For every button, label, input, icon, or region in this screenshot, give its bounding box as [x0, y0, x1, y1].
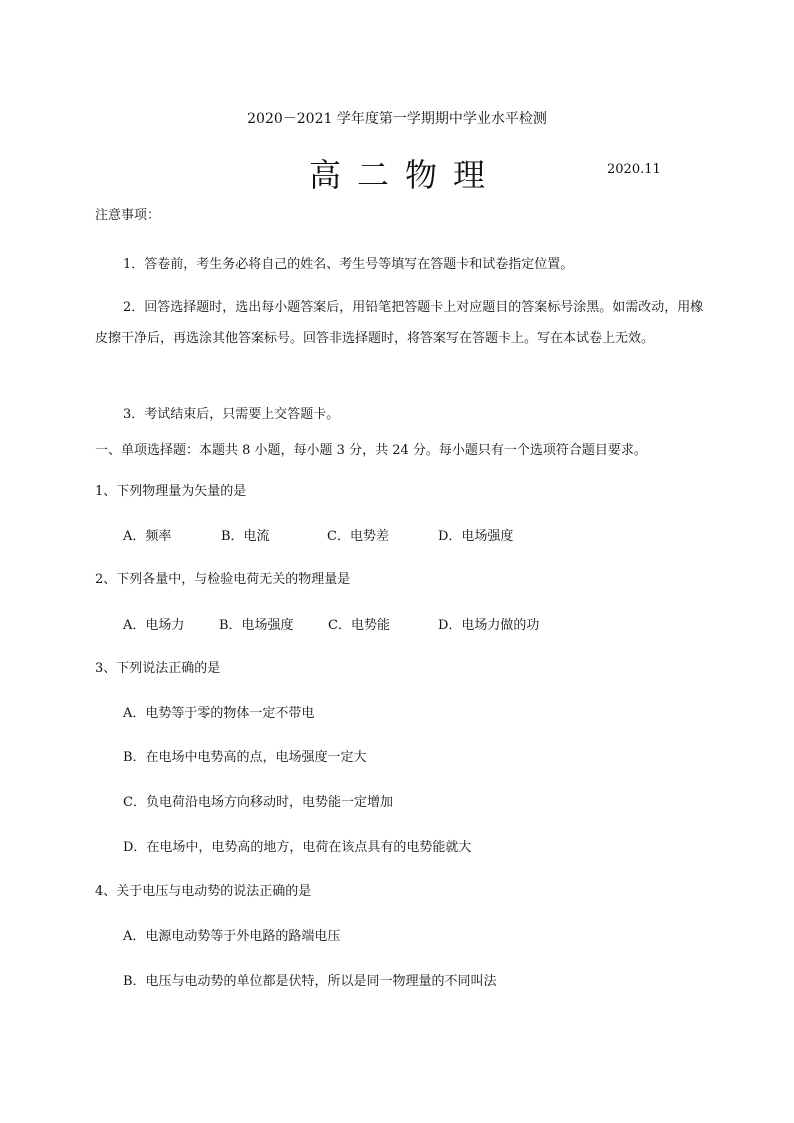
- question-2-option-c: C．电势能: [328, 618, 390, 633]
- question-2-options: [0, 614, 794, 636]
- question-3-stem: 3、下列说法正确的是: [95, 661, 221, 676]
- notice-item-1: 1．答卷前，考生务必将自己的姓名、考生号等填写在答题卡和试卷指定位置。: [123, 257, 574, 272]
- question-2-option-d: D．电场力做的功: [438, 618, 540, 633]
- question-3-option-a: A．电势等于零的物体一定不带电: [123, 706, 315, 721]
- question-1-option-a: A．频率: [123, 529, 172, 544]
- notice-item-3: 3．考试结束后，只需要上交答题卡。: [123, 407, 340, 422]
- question-2-option-a: A．电场力: [123, 618, 185, 633]
- question-4-option-a: A．电源电动势等于外电路的路端电压: [123, 929, 341, 944]
- subject-title: 高二物理: [308, 156, 501, 194]
- question-2-option-b: B．电场强度: [219, 618, 294, 633]
- question-2-stem: 2、下列各量中，与检验电荷无关的物理量是: [95, 572, 351, 587]
- exam-name: 2020－2021 学年度第一学期期中学业水平检测: [247, 111, 547, 127]
- notice-heading: 注意事项：: [95, 208, 161, 223]
- question-4-stem: 4、关于电压与电动势的说法正确的是: [95, 884, 312, 899]
- exam-date: 2020.11: [607, 162, 661, 177]
- question-1-option-b: B．电流: [221, 529, 270, 544]
- section-heading: 一、单项选择题：本题共 8 小题，每小题 3 分，共 24 分。每小题只有一个选项符合题目要求。: [95, 443, 647, 458]
- question-1-stem: 1、下列物理量为矢量的是: [95, 484, 247, 499]
- question-3-option-c: C．负电荷沿电场方向移动时，电势能一定增加: [123, 795, 393, 810]
- question-4-option-b: B．电压与电动势的单位都是伏特，所以是同一物理量的不同叫法: [123, 974, 497, 989]
- question-1-option-d: D．电场强度: [438, 529, 514, 544]
- notice-item-2: 2．回答选择题时，选出每小题答案后，用铅笔把答题卡上对应题目的答案标号涂黑。如需改动，用橡皮擦干净后，再选涂其他答案标号。回答非选择题时，将答案写在答题卡上。写在本试卷上无效。: [95, 300, 704, 346]
- question-3-option-d: D．在电场中，电势高的地方，电荷在该点具有的电势能就大: [123, 840, 472, 855]
- question-1-options: [0, 525, 794, 547]
- question-3-option-b: B．在电场中电势高的点，电场强度一定大: [123, 750, 367, 765]
- question-1-option-c: C．电势差: [327, 529, 389, 544]
